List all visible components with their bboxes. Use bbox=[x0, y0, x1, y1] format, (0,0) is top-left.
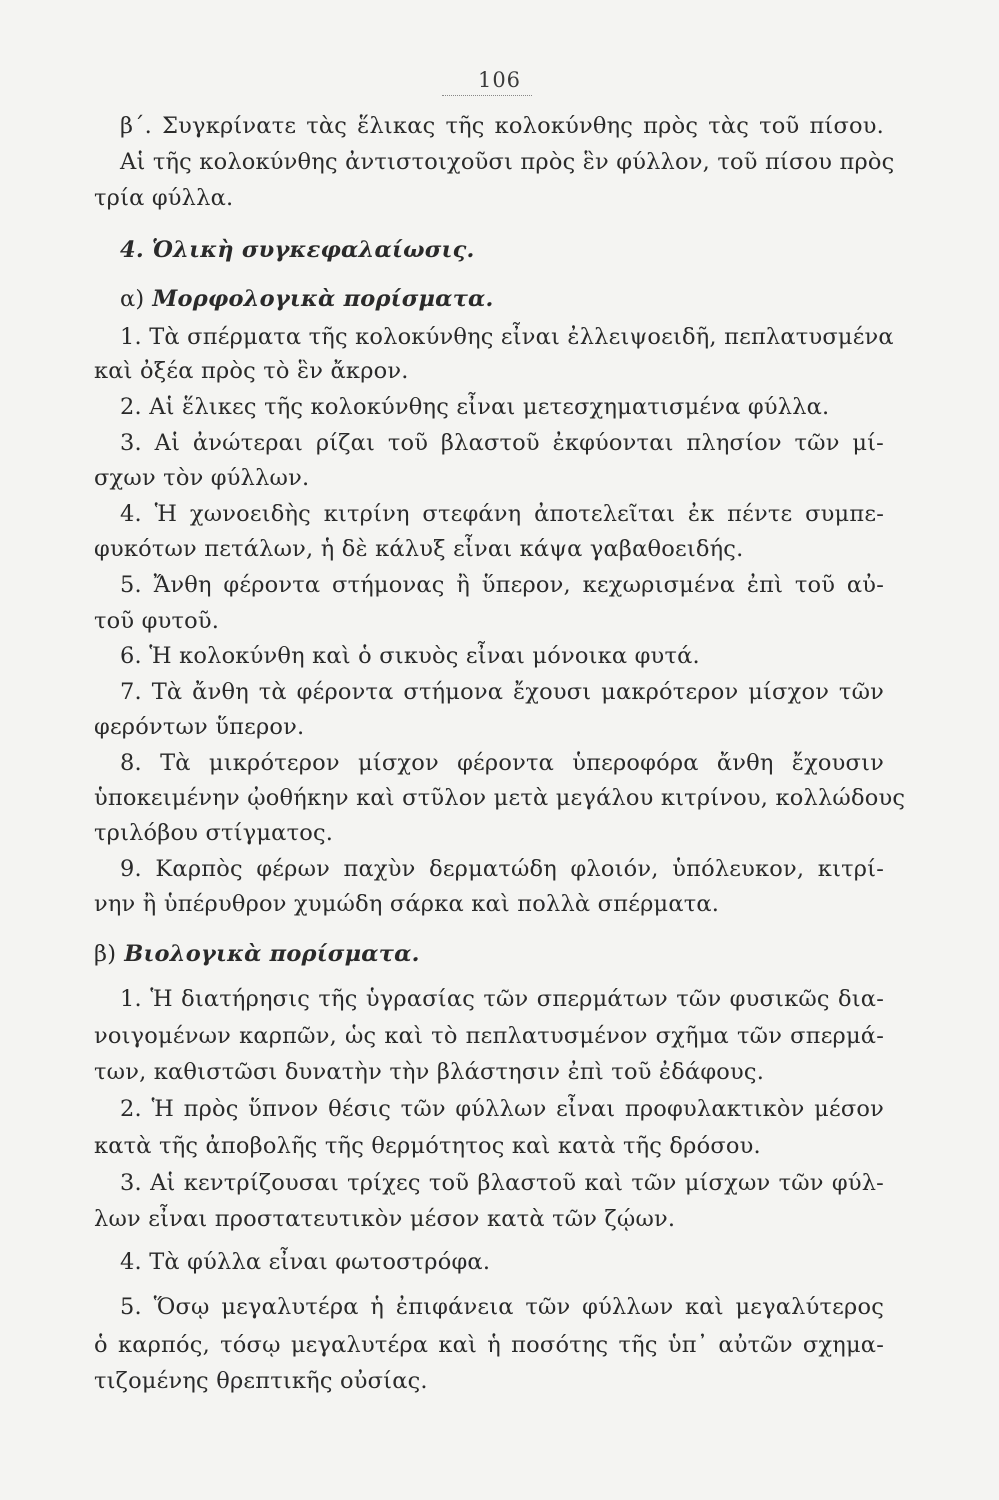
list-item: των, καθιστῶσι δυνατὴν τὴν βλάστησιν ἐπὶ τοῦ ἐδάφους. bbox=[94, 1059, 765, 1085]
list-item: 3. Αἱ ἀνώτεραι ρίζαι τοῦ βλαστοῦ ἐκφύονται πλησίον τῶν μί- bbox=[120, 430, 884, 456]
list-item: σχων τὸν φύλλων. bbox=[94, 465, 310, 491]
list-item: 2. Ἡ πρὸς ὕπνον θέσις τῶν φύλλων εἶναι προφυλακτικὸν μέσον bbox=[120, 1096, 884, 1122]
page-number-rule bbox=[442, 95, 532, 96]
list-item: λων εἶναι προστατευτικὸν μέσον κατὰ τῶν ζῴων. bbox=[94, 1206, 676, 1232]
list-item: 2. Αἱ ἕλικες τῆς κολοκύνθης εἶναι μετεσχηματισμένα φύλλα. bbox=[120, 394, 830, 420]
intro-line: τρία φύλλα. bbox=[94, 185, 234, 211]
list-item: τοῦ φυτοῦ. bbox=[94, 608, 220, 634]
list-item: φερόντων ὕπερον. bbox=[94, 714, 305, 740]
subsection-heading-biological bbox=[94, 939, 884, 969]
list-item: 8. Τὰ μικρότερον μίσχον φέροντα ὑπεροφόρα ἄνθη ἔχουσιν bbox=[120, 750, 884, 776]
intro-line: Αἱ τῆς κολοκύνθης ἀντιστοιχοῦσι πρὸς ἓν φύλλον, τοῦ πίσου πρὸς bbox=[120, 149, 895, 175]
list-item: ὑποκειμένην ᾠοθήκην καὶ στῦλον μετὰ μεγάλου κιτρίνου, κολλώδους bbox=[94, 785, 906, 811]
list-item: τριλόβου στίγματος. bbox=[94, 820, 334, 846]
list-item: 5. Ὅσῳ μεγαλυτέρα ἡ ἐπιφάνεια τῶν φύλλων καὶ μεγαλύτερος bbox=[120, 1294, 884, 1320]
list-item: καὶ ὀξέα πρὸς τὸ ἓν ἄκρον. bbox=[94, 358, 409, 384]
list-item: 9. Καρπὸς φέρων παχὺν δερματώδη φλοιόν, ὑπόλευκον, κιτρί- bbox=[120, 856, 884, 882]
section-heading: 4. Ὁλικὴ συγκεφαλαίωσις. bbox=[120, 237, 475, 263]
subsection-label: β) bbox=[94, 941, 117, 967]
list-item: φυκότων πετάλων, ἡ δὲ κάλυξ εἶναι κάψα γαβαθοειδής. bbox=[94, 536, 744, 562]
list-item: τιζομένης θρεπτικῆς οὐσίας. bbox=[94, 1368, 428, 1394]
list-item: 7. Τὰ ἄνθη τὰ φέροντα στήμονα ἔχουσι μακρότερον μίσχον τῶν bbox=[120, 679, 884, 705]
intro-line: β΄. Συγκρίνατε τὰς ἕλικας τῆς κολοκύνθης πρὸς τὰς τοῦ πίσου. bbox=[120, 113, 884, 139]
list-item: νην ἢ ὑπέρυθρον χυμώδη σάρκα καὶ πολλὰ σπέρματα. bbox=[94, 891, 720, 917]
subsection-title: Βιολογικὰ πορίσματα. bbox=[124, 941, 420, 967]
list-item: κατὰ τῆς ἀποβολῆς τῆς θερμότητος καὶ κατὰ τῆς δρόσου. bbox=[94, 1133, 761, 1159]
list-item: 1. Τὰ σπέρματα τῆς κολοκύνθης εἶναι ἐλλειψοειδῆ, πεπλατυσμένα bbox=[120, 324, 894, 350]
list-item: ὁ καρπός, τόσῳ μεγαλυτέρα καὶ ἡ ποσότης τῆς ὑπ᾽ αὐτῶν σχημα- bbox=[94, 1332, 884, 1358]
subsection-heading-morphological bbox=[120, 284, 884, 314]
page-number: 106 bbox=[477, 68, 522, 92]
list-item: 5. Ἄνθη φέροντα στήμονας ἢ ὕπερον, κεχωρισμένα ἐπὶ τοῦ αὐ- bbox=[120, 572, 884, 598]
list-item: νοιγομένων καρπῶν, ὡς καὶ τὸ πεπλατυσμένον σχῆμα τῶν σπερμά- bbox=[94, 1023, 884, 1049]
list-item: 4. Τὰ φύλλα εἶναι φωτοστρόφα. bbox=[120, 1249, 491, 1275]
list-item: 4. Ἡ χωνοειδὴς κιτρίνη στεφάνη ἀποτελεῖται ἐκ πέντε συμπε- bbox=[120, 501, 884, 527]
list-item: 6. Ἡ κολοκύνθη καὶ ὁ σικυὸς εἶναι μόνοικα φυτά. bbox=[120, 643, 700, 669]
subsection-label: α) bbox=[120, 286, 145, 312]
list-item: 1. Ἡ διατήρησις τῆς ὑγρασίας τῶν σπερμάτων τῶν φυσικῶς δια- bbox=[120, 986, 884, 1012]
list-item: 3. Αἱ κεντρίζουσαι τρίχες τοῦ βλαστοῦ καὶ τῶν μίσχων τῶν φύλ- bbox=[120, 1170, 884, 1196]
subsection-title: Μορφολογικὰ πορίσματα. bbox=[152, 286, 494, 312]
